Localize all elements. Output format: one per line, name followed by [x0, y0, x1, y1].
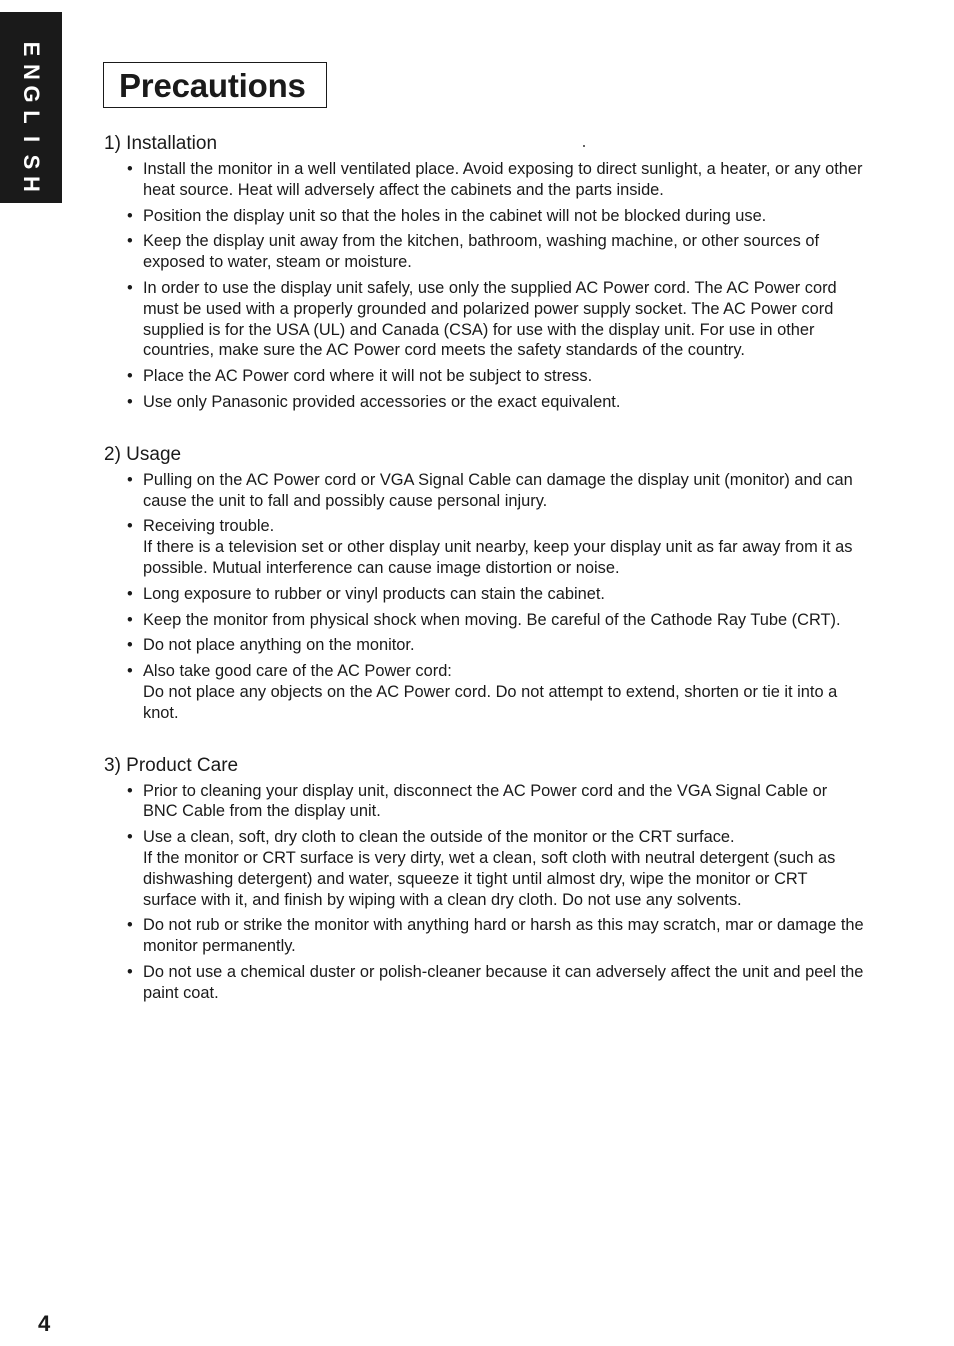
section [104, 443, 864, 724]
page-title: Precautions [119, 67, 306, 104]
list-item-text: Position the display unit so that the holes in the cabinet will not be blocked during use. [143, 206, 767, 225]
page-number: 4 [38, 1311, 51, 1336]
bullet-list [104, 781, 864, 1004]
bullet-icon: • [127, 367, 133, 386]
list-item-text: Pulling on the AC Power cord or VGA Signal Cable can damage the display unit (monitor) and can cause the unit to fall and possibly cause personal injury. [143, 470, 853, 510]
bullet-icon: • [127, 610, 133, 629]
list-item-text: Long exposure to rubber or vinyl products can stain the cabinet. [143, 584, 605, 603]
list-item [104, 962, 864, 1004]
bullet-icon: • [127, 206, 133, 225]
bullet-icon: • [127, 517, 133, 536]
bullet-icon: • [127, 828, 133, 847]
list-item [104, 470, 864, 512]
list-item [104, 584, 864, 605]
list-item [104, 781, 864, 823]
list-item [104, 366, 864, 387]
side-tab-letter: G [19, 85, 44, 103]
bullet-icon: • [127, 160, 133, 178]
list-item [104, 278, 864, 361]
list-item [104, 827, 864, 910]
bullet-icon: • [127, 916, 133, 935]
list-item [104, 231, 864, 273]
list-item [104, 159, 864, 201]
list-item-text: If there is a television set or other display unit nearby, keep your display unit as far away from it as possible. Mutual interference can cause image distortion or noise. [143, 538, 853, 577]
section-heading: 3) Product Care [104, 754, 239, 776]
bullet-icon: • [127, 232, 133, 251]
bullet-icon: • [127, 392, 133, 411]
list-item-text: Also take good care of the AC Power cord: [143, 662, 452, 681]
list-item [104, 516, 864, 578]
list-item-text: Place the AC Power cord where it will not be subject to stress. [143, 367, 593, 386]
bullet-icon: • [127, 278, 133, 297]
side-tab-letter: N [19, 63, 44, 80]
section [104, 754, 864, 1004]
bullet-list [104, 159, 864, 413]
list-item-text: Keep the monitor from physical shock when moving. Be careful of the Cathode Ray Tube (CRT). [143, 610, 841, 629]
list-item-text: Keep the display unit away from the kitchen, bathroom, washing machine, or other sources of exposed to water, steam or moisture. [143, 232, 820, 272]
list-item-text: Use a clean, soft, dry cloth to clean the outside of the monitor or the CRT surface. [143, 828, 735, 847]
bullet-icon: • [127, 584, 133, 603]
list-item [104, 392, 864, 413]
section-heading: 1) Installation [104, 133, 218, 154]
section [104, 132, 864, 413]
bullet-icon: • [127, 781, 133, 800]
bullet-icon: • [127, 470, 133, 489]
list-item-text: Receiving trouble. [143, 517, 275, 536]
section-heading: 2) Usage [104, 443, 182, 465]
bullet-icon: • [127, 662, 133, 681]
language-side-tab [0, 12, 62, 203]
list-item-text: In order to use the display unit safely, use only the supplied AC Power cord. The AC Power cord must be used with a properly grounded and polarized power supply socket. The AC Power cord supplied is for the USA (UL) and Canada (CSA) for use with the display unit. For use in other countries, make sure the AC Power cord meets the safety standards of the country. [143, 278, 837, 360]
list-item [104, 915, 864, 957]
side-tab-letter: S [19, 154, 44, 169]
side-tab-letter: L [19, 109, 44, 124]
list-item-text: Do not place any objects on the AC Power cord. Do not attempt to extend, shorten or tie it into a knot. [143, 682, 838, 722]
precautions-content [104, 132, 864, 1034]
list-item-text: Do not place anything on the monitor. [143, 636, 415, 655]
list-item-text: Use only Panasonic provided accessories or the exact equivalent. [143, 392, 621, 411]
side-tab-letter: I [19, 135, 44, 143]
bullet-list [104, 470, 864, 724]
list-item [104, 206, 864, 227]
bullet-icon: • [127, 962, 133, 981]
list-item-text: Do not use a chemical duster or polish-cleaner because it can adversely affect the unit and peel the paint coat. [143, 962, 864, 1002]
list-item [104, 661, 864, 723]
list-item [104, 635, 864, 656]
side-tab-letter: H [19, 176, 44, 192]
list-item-text: If the monitor or CRT surface is very dirty, wet a clean, soft cloth with neutral detergent (such as dishwashing detergent) and water, squeeze it tight until almost dry, wipe the monitor or CRT surface with it, and finish by wiping with a clean dry cloth. Do not use any solvents. [143, 848, 836, 909]
side-tab-letter: E [19, 41, 44, 57]
list-item-text: Prior to cleaning your display unit, disconnect the AC Power cord and the VGA Signal Cable or BNC Cable from the display unit. [143, 781, 828, 821]
title-box [103, 62, 327, 108]
list-item [104, 610, 864, 631]
bullet-icon: • [127, 636, 133, 655]
list-item-text: Do not rub or strike the monitor with anything hard or harsh as this may scratch, mar or damage the monitor permanently. [143, 916, 864, 956]
list-item-text: Install the monitor in a well ventilated place. Avoid exposing to direct sunlight, a heater, or any other heat source. Heat will adversely affect the cabinets and the parts inside. [143, 160, 863, 199]
